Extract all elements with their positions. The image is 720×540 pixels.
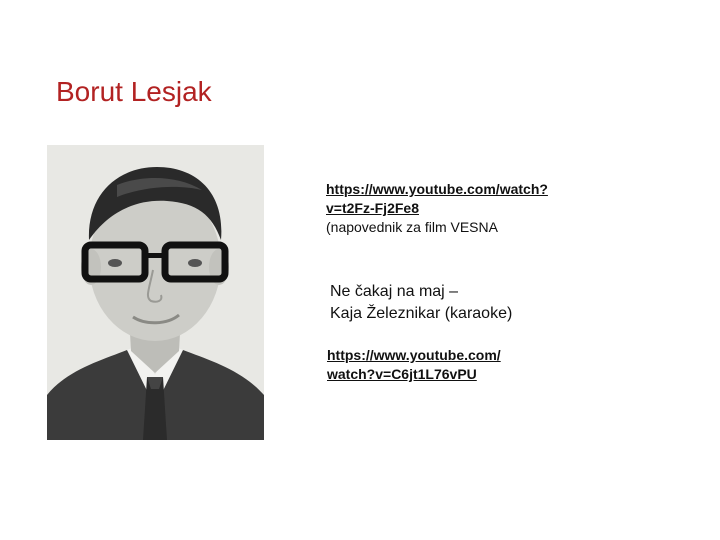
- song-link-block: [327, 346, 501, 384]
- song-link-line-1[interactable]: https://www.youtube.com/: [327, 347, 501, 363]
- trailer-note: (napovednik za film VESNA: [326, 219, 498, 235]
- trailer-link-line-2[interactable]: v=t2Fz-Fj2Fe8: [326, 200, 419, 216]
- slide-title: Borut Lesjak: [56, 76, 212, 107]
- trailer-link-block: [326, 180, 548, 237]
- song-title-line-2: Kaja Železnikar (karaoke): [330, 305, 513, 322]
- song-link-line-2[interactable]: watch?v=C6jt1L76vPU: [327, 366, 477, 382]
- portrait-illustration: [47, 145, 264, 440]
- trailer-link-line-1[interactable]: https://www.youtube.com/watch?: [326, 181, 548, 197]
- portrait-photo: [47, 145, 264, 440]
- song-block: [330, 281, 512, 325]
- song-title-line-1: Ne čakaj na maj –: [330, 283, 459, 300]
